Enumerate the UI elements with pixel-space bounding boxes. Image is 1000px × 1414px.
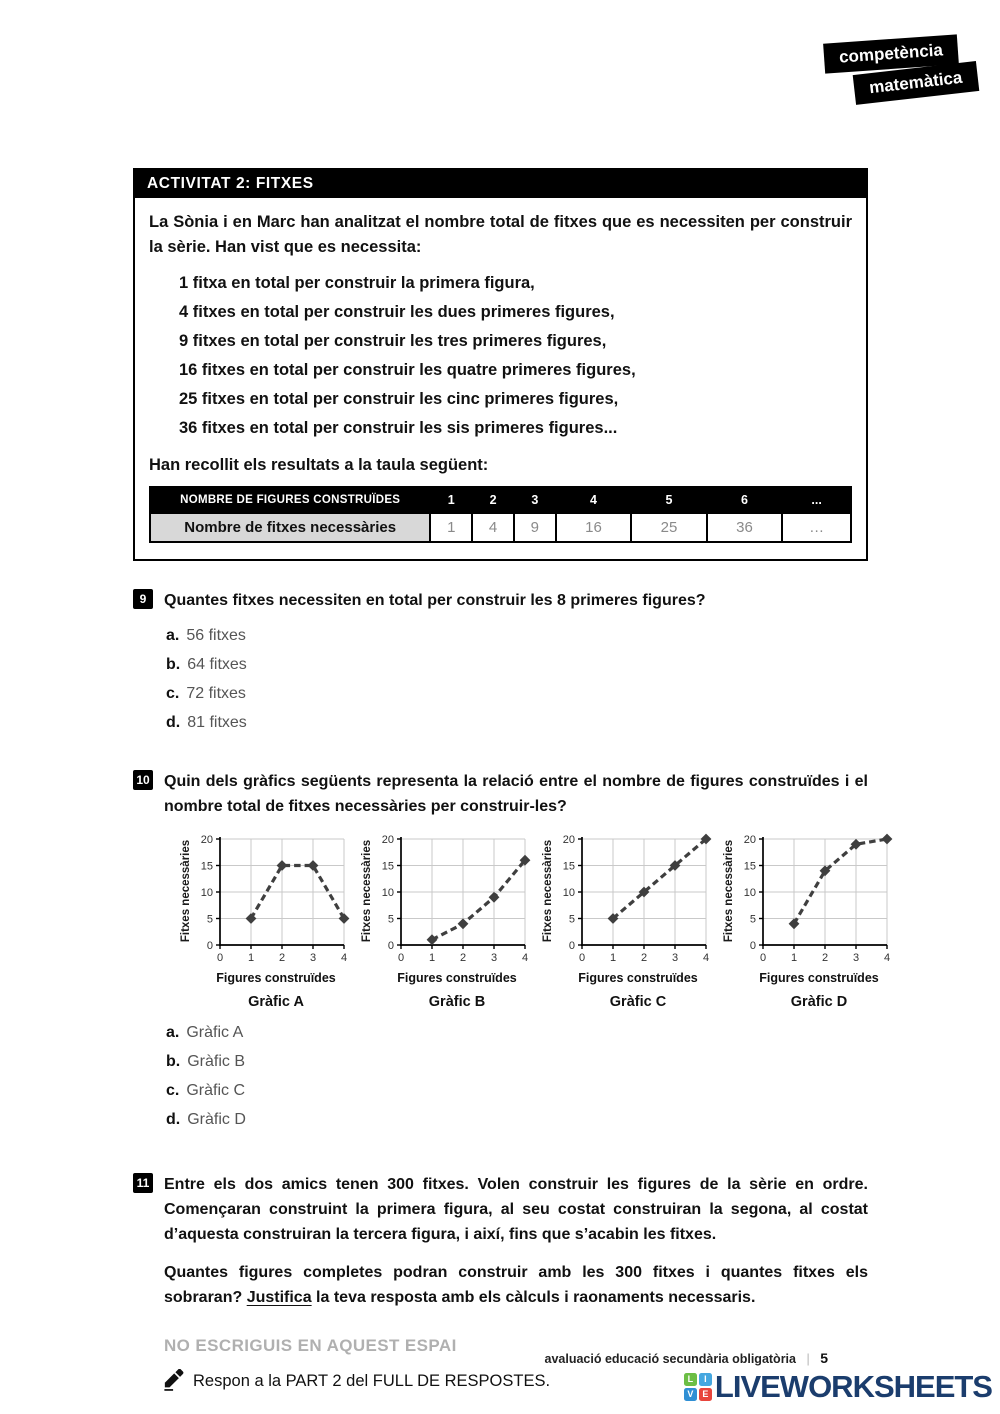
table-value-cell: 9 (514, 513, 556, 542)
question-9-option-d[interactable] (164, 709, 868, 738)
respond-text: Respon a la PART 2 del FULL DE RESPOSTES. (193, 1371, 551, 1390)
svg-text:4: 4 (702, 952, 710, 964)
chart-a-xlabel: Figures construïdes (216, 971, 336, 985)
liveworksheets-logo (684, 1369, 992, 1405)
chart-a (178, 831, 350, 1010)
svg-text:1: 1 (428, 952, 436, 964)
svg-text:10: 10 (743, 887, 756, 899)
option-letter: a. (166, 1024, 180, 1041)
question-10-number: 10 (133, 770, 153, 790)
option-letter: d. (166, 1111, 181, 1128)
svg-text:15: 15 (381, 860, 394, 873)
no-write-notice: NO ESCRIGUIS EN AQUEST ESPAI (164, 1336, 457, 1355)
option-text: 64 fitxes (187, 656, 247, 673)
pencil-icon (162, 1369, 184, 1393)
question-10-options (164, 1019, 868, 1135)
option-letter: c. (166, 1082, 180, 1099)
chart-c (540, 831, 712, 1010)
question-10-option-c[interactable] (164, 1077, 868, 1106)
table-header-cell: 6 (707, 487, 783, 513)
chart-a-title: Gràfic A (248, 994, 304, 1010)
activity-body (135, 198, 866, 559)
option-text: 81 fitxes (187, 714, 247, 731)
option-letter: a. (166, 627, 180, 644)
table-value-cell: 4 (472, 513, 514, 542)
footer-page-number: 5 (820, 1350, 828, 1366)
table-row-label: Nombre de fitxes necessàries (150, 513, 430, 542)
table-lead: Han recollit els resultats a la taula següent: (149, 456, 489, 474)
svg-text:20: 20 (743, 834, 756, 846)
fitxes-list-item: 36 fitxes en total per construir les sis primeres figures... (179, 419, 618, 437)
svg-text:5: 5 (749, 913, 756, 926)
svg-text:2: 2 (278, 952, 286, 964)
question-10 (136, 769, 891, 1135)
svg-text:3: 3 (852, 952, 860, 964)
table-value-cell: 36 (707, 513, 783, 542)
banner-matematica: matemàtica (853, 61, 979, 105)
chart-c-title: Gràfic C (609, 994, 667, 1010)
logo-text: LIVEWORKSHEETS (714, 1369, 992, 1404)
svg-text:4: 4 (883, 952, 891, 964)
option-letter: b. (166, 656, 181, 673)
question-11-paragraph-2 (164, 1260, 868, 1310)
fitxes-list-item: 9 fitxes en total per construir les tres primeres figures, (179, 332, 607, 350)
svg-text:2: 2 (821, 952, 829, 964)
svg-text:20: 20 (381, 834, 394, 846)
svg-text:10: 10 (562, 887, 575, 899)
svg-text:Fitxes necessàries: Fitxes necessàries (180, 839, 192, 943)
logo-square-v: V (684, 1388, 697, 1401)
chart-b-title: Gràfic B (428, 994, 486, 1010)
chart-b-xlabel: Figures construïdes (397, 971, 517, 985)
question-10-option-d[interactable] (164, 1106, 868, 1135)
results-table (149, 486, 852, 543)
option-text: 56 fitxes (186, 627, 246, 644)
svg-text:1: 1 (609, 952, 617, 964)
fitxes-list-item: 16 fitxes en total per construir les quatre primeres figures, (179, 361, 636, 379)
svg-text:2: 2 (459, 952, 467, 964)
fitxes-list-item: 1 fitxa en total per construir la primera figura, (179, 274, 535, 292)
logo-square-l: L (684, 1373, 697, 1386)
question-10-option-b[interactable] (164, 1048, 868, 1077)
option-text: Gràfic B (187, 1053, 246, 1070)
logo-square-i: I (699, 1373, 712, 1386)
table-value-cell: 25 (631, 513, 707, 542)
svg-text:15: 15 (743, 860, 756, 873)
table-header-cell: 2 (472, 487, 514, 513)
svg-text:3: 3 (671, 952, 679, 964)
svg-text:Fitxes necessàries: Fitxes necessàries (361, 839, 373, 943)
activity-title: ACTIVITAT 2: FITXES (135, 170, 866, 198)
question-9-options (164, 622, 868, 738)
q11-p2-after: la teva resposta amb els càlculs i raonaments necessaris. (311, 1289, 756, 1306)
svg-text:10: 10 (381, 887, 394, 899)
question-9-option-c[interactable] (164, 680, 868, 709)
table-header-label: NOMBRE DE FIGURES CONSTRUÏDES (150, 487, 430, 513)
svg-text:0: 0 (578, 952, 586, 964)
svg-text:0: 0 (759, 952, 767, 964)
option-text: Gràfic D (187, 1111, 246, 1128)
table-header-cell: 3 (514, 487, 556, 513)
svg-text:15: 15 (562, 860, 575, 873)
svg-text:0: 0 (387, 940, 394, 952)
svg-text:2: 2 (640, 952, 648, 964)
chart-a-plot (178, 831, 350, 965)
q11-p2-underlined: Justifica (246, 1289, 312, 1306)
footer-separator: | (806, 1352, 810, 1366)
table-header-cell: ... (782, 487, 851, 513)
chart-d-xlabel: Figures construïdes (759, 971, 879, 985)
question-11-number: 11 (133, 1173, 153, 1193)
activity-box (133, 168, 868, 561)
chart-b (359, 831, 531, 1010)
svg-text:1: 1 (790, 952, 798, 964)
table-header-cell: 5 (631, 487, 707, 513)
option-letter: b. (166, 1053, 181, 1070)
svg-text:10: 10 (200, 887, 213, 899)
option-text: Gràfic C (186, 1082, 246, 1099)
svg-text:20: 20 (562, 834, 575, 846)
svg-text:0: 0 (568, 940, 575, 952)
footer-line (545, 1350, 829, 1366)
svg-text:Fitxes necessàries: Fitxes necessàries (542, 839, 554, 943)
logo-square-e: E (699, 1388, 712, 1401)
svg-text:5: 5 (568, 913, 575, 926)
fitxes-list-item: 25 fitxes en total per construir les cinc primeres figures, (179, 390, 619, 408)
svg-text:3: 3 (309, 952, 317, 964)
activity-intro: La Sònia i en Marc han analitzat el nombre total de fitxes que es necessiten per construir la sèrie. Han vist que es necessita: (149, 213, 852, 256)
svg-text:0: 0 (216, 952, 224, 964)
svg-text:0: 0 (206, 940, 213, 952)
fitxes-list-item: 4 fitxes en total per construir les dues primeres figures, (179, 303, 615, 321)
page-content (133, 168, 891, 1393)
question-10-text: Quin dels gràfics següents representa la relació entre el nombre de figures construïdes i el nombre total de fitxes necessàries per construir-les? (164, 773, 868, 815)
table-value-cell: … (782, 513, 851, 542)
footer-text: avaluació educació secundària obligatòria (544, 1352, 796, 1366)
question-10-option-a[interactable] (164, 1019, 868, 1048)
question-9-number: 9 (133, 589, 153, 609)
option-letter: d. (166, 714, 181, 731)
question-9 (139, 588, 868, 738)
charts-row (178, 831, 891, 1010)
chart-d-plot (721, 831, 893, 965)
banner-competencia: competència (823, 34, 959, 73)
option-text: Gràfic A (186, 1024, 244, 1041)
table-header-cell: 1 (430, 487, 472, 513)
table-header-cell: 4 (556, 487, 632, 513)
svg-text:4: 4 (521, 952, 529, 964)
question-9-option-a[interactable] (164, 622, 868, 651)
question-11 (136, 1172, 868, 1310)
chart-c-xlabel: Figures construïdes (578, 971, 698, 985)
svg-text:15: 15 (200, 860, 213, 873)
logo-squares (684, 1373, 712, 1401)
q11-p2-before: Quantes figures completes podran construir amb les 300 fitxes i quantes fitxes els sobraran? (164, 1264, 868, 1306)
table-value-row (150, 513, 851, 542)
chart-d-title: Gràfic D (790, 994, 848, 1010)
question-11-paragraph-1: Entre els dos amics tenen 300 fitxes. Volen construir les figures de la sèrie en ordre. Començaran construint la primera figura, al seu costat construiran la segona, al costat d’aquesta construiran la tercera figura, i així, fins que s’acabin les fitxes. (164, 1176, 868, 1243)
fitxes-list (179, 269, 852, 443)
svg-text:5: 5 (387, 913, 394, 926)
question-9-text: Quantes fitxes necessiten en total per construir les 8 primeres figures? (164, 592, 706, 609)
svg-text:20: 20 (200, 834, 213, 846)
table-value-cell: 16 (556, 513, 632, 542)
svg-text:1: 1 (247, 952, 255, 964)
option-letter: c. (166, 685, 180, 702)
svg-text:3: 3 (490, 952, 498, 964)
option-text: 72 fitxes (186, 685, 246, 702)
chart-c-plot (540, 831, 712, 965)
svg-text:0: 0 (749, 940, 756, 952)
svg-text:Fitxes necessàries: Fitxes necessàries (723, 839, 735, 943)
table-header-row (150, 487, 851, 513)
svg-text:5: 5 (206, 913, 213, 926)
chart-d (721, 831, 893, 1010)
svg-text:0: 0 (397, 952, 405, 964)
table-value-cell: 1 (430, 513, 472, 542)
svg-text:4: 4 (340, 952, 348, 964)
question-9-option-b[interactable] (164, 651, 868, 680)
chart-b-plot (359, 831, 531, 965)
